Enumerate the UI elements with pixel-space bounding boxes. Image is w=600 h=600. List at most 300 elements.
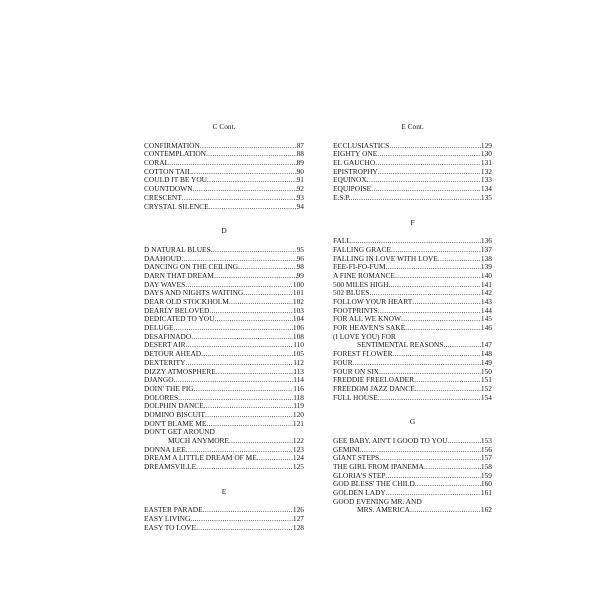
dot-leader bbox=[191, 333, 293, 342]
page-number: 131 bbox=[480, 159, 492, 168]
dot-leader bbox=[185, 281, 293, 290]
entry-title: DREAM A LITTLE DREAM OF ME bbox=[144, 454, 257, 463]
index-list bbox=[333, 237, 492, 402]
dot-leader bbox=[169, 159, 297, 168]
entry-title: COUNTDOWN bbox=[144, 185, 193, 194]
dot-leader bbox=[371, 185, 481, 194]
page-number: 116 bbox=[293, 384, 304, 393]
index-entry bbox=[144, 246, 304, 255]
index-entry bbox=[144, 333, 304, 342]
dot-leader bbox=[204, 402, 293, 411]
dot-leader bbox=[203, 506, 293, 515]
dot-leader bbox=[353, 359, 481, 368]
dot-leader bbox=[211, 246, 297, 255]
index-entry bbox=[333, 142, 492, 151]
entry-title: FREDDIE FREELOADER bbox=[333, 376, 415, 385]
entry-title: DEAR OLD STOCKHOLM bbox=[144, 298, 229, 307]
page-number: 119 bbox=[293, 402, 304, 411]
entry-title: DAYS AND NIGHTS WAITING bbox=[144, 289, 244, 298]
page-number: 148 bbox=[480, 350, 492, 359]
entry-title: A FINE ROMANCE bbox=[333, 271, 396, 280]
page-number: 102 bbox=[292, 298, 304, 307]
page-number: 133 bbox=[480, 176, 492, 185]
index-entry bbox=[333, 281, 492, 290]
entry-title: DETOUR AHEAD bbox=[144, 350, 202, 359]
page-number: 103 bbox=[292, 306, 304, 315]
dot-leader bbox=[438, 255, 481, 264]
dot-leader bbox=[206, 420, 293, 429]
index-entry bbox=[333, 446, 492, 455]
page-number: 106 bbox=[292, 324, 304, 333]
index-entry bbox=[333, 324, 492, 333]
index-entry bbox=[333, 350, 492, 359]
entry-title: DAAHOUD bbox=[144, 254, 182, 263]
page-number: 108 bbox=[292, 332, 304, 341]
entry-title: FOUR bbox=[333, 358, 353, 367]
entry-title: MUCH ANYMORE bbox=[168, 437, 229, 446]
index-entry bbox=[144, 376, 304, 385]
page-number: 150 bbox=[480, 367, 492, 376]
index-entry bbox=[144, 454, 304, 463]
page-number: 154 bbox=[480, 393, 492, 402]
dot-leader bbox=[181, 255, 296, 264]
right-column bbox=[333, 123, 492, 515]
index-entry bbox=[144, 263, 304, 272]
page-number: 121 bbox=[292, 419, 304, 428]
page-number: 156 bbox=[480, 445, 492, 454]
page-number: 126 bbox=[292, 506, 304, 515]
entry-title: FULL HOUSE bbox=[333, 393, 378, 402]
index-entry bbox=[333, 185, 492, 194]
page-number: 113 bbox=[293, 367, 304, 376]
index-entry bbox=[144, 394, 304, 403]
page-number: 143 bbox=[480, 298, 492, 307]
page-number: 127 bbox=[292, 515, 304, 524]
dot-leader bbox=[214, 315, 292, 324]
index-entry bbox=[333, 472, 492, 481]
dot-leader bbox=[174, 324, 293, 333]
left-column bbox=[144, 123, 304, 533]
page-number: 142 bbox=[480, 289, 492, 298]
dot-leader bbox=[216, 368, 293, 377]
dot-leader bbox=[443, 341, 481, 350]
index-entry bbox=[333, 263, 492, 272]
index-list bbox=[333, 142, 492, 203]
page-number: 157 bbox=[480, 454, 492, 463]
index-entry bbox=[333, 454, 492, 463]
entry-title: EL GAUCHO bbox=[333, 159, 376, 168]
page-number: 144 bbox=[480, 306, 492, 315]
index-entry bbox=[333, 498, 492, 507]
index-entry bbox=[144, 463, 304, 472]
page-number: 137 bbox=[480, 245, 492, 254]
dot-leader bbox=[360, 446, 481, 455]
index-entry bbox=[333, 237, 492, 246]
dot-leader bbox=[243, 289, 293, 298]
dot-leader bbox=[200, 142, 297, 151]
index-entry bbox=[144, 437, 304, 446]
dot-leader bbox=[386, 263, 481, 272]
page-number: 90 bbox=[296, 167, 304, 176]
index-entry bbox=[144, 524, 304, 533]
page-number: 159 bbox=[480, 471, 492, 480]
index-entry bbox=[333, 506, 492, 515]
index-entry bbox=[144, 428, 304, 437]
index-entry bbox=[333, 298, 492, 307]
index-entry bbox=[144, 515, 304, 524]
entry-title: DAY WAVES bbox=[144, 280, 186, 289]
dot-leader bbox=[377, 150, 481, 159]
index-entry bbox=[144, 255, 304, 264]
page-number: 114 bbox=[293, 376, 304, 385]
dot-leader bbox=[405, 324, 481, 333]
dot-leader bbox=[192, 185, 296, 194]
dot-leader bbox=[206, 150, 297, 159]
index-entry bbox=[144, 298, 304, 307]
section-gap bbox=[333, 402, 492, 418]
page-number: 149 bbox=[480, 358, 492, 367]
entry-title: DARN THAT DREAM bbox=[144, 271, 214, 280]
dot-leader bbox=[378, 307, 481, 316]
index-entry bbox=[333, 463, 492, 472]
index-entry bbox=[333, 289, 492, 298]
index-entry bbox=[144, 341, 304, 350]
index-list bbox=[144, 142, 304, 212]
dot-leader bbox=[205, 411, 293, 420]
page-number: 96 bbox=[296, 254, 304, 263]
section-heading: C Cont. bbox=[212, 122, 236, 131]
entry-title: FEE-FI-FO-FUM bbox=[333, 263, 386, 272]
dot-leader bbox=[196, 524, 293, 533]
page-number: 140 bbox=[480, 271, 492, 280]
page-number: 98 bbox=[296, 263, 304, 272]
page-number: 124 bbox=[292, 454, 304, 463]
index-entry bbox=[333, 176, 492, 185]
index-entry bbox=[333, 341, 492, 350]
entry-title: DELUGE bbox=[144, 324, 174, 333]
page-number: 134 bbox=[480, 185, 492, 194]
entry-title: GLORIA'S STEP bbox=[333, 471, 386, 480]
index-entry bbox=[333, 272, 492, 281]
page-number: 112 bbox=[293, 358, 304, 367]
entry-title: DEXTERITY bbox=[144, 358, 186, 367]
section-heading: F bbox=[410, 217, 415, 227]
dot-leader bbox=[178, 394, 293, 403]
page-number: 123 bbox=[292, 445, 304, 454]
entry-title: EASY LIVING bbox=[144, 515, 191, 524]
dot-leader bbox=[375, 159, 481, 168]
index-entry bbox=[144, 350, 304, 359]
section-gap bbox=[144, 211, 304, 227]
dot-leader bbox=[401, 315, 481, 324]
entry-title: FOOTPRINTS bbox=[333, 306, 378, 315]
section-gap bbox=[333, 203, 492, 219]
dot-leader bbox=[447, 437, 480, 446]
dot-leader bbox=[378, 168, 481, 177]
index-entry bbox=[333, 480, 492, 489]
entry-title: FALLING IN LOVE WITH LOVE bbox=[333, 254, 438, 263]
dot-leader bbox=[424, 463, 481, 472]
entry-title: EQUIPOISE bbox=[333, 185, 372, 194]
entry-title: D NATURAL BLUES bbox=[144, 245, 211, 254]
section-heading: D bbox=[221, 226, 227, 236]
dot-leader bbox=[209, 203, 297, 212]
dot-leader bbox=[379, 454, 481, 463]
entry-title: FOR ALL WE KNOW bbox=[333, 315, 401, 324]
entry-title: FOREST FLOWER bbox=[333, 350, 393, 359]
page-number: 93 bbox=[296, 193, 304, 202]
index-entry bbox=[333, 150, 492, 159]
entry-title: CORAL bbox=[144, 159, 170, 168]
index-entry bbox=[144, 411, 304, 420]
page-number: 161 bbox=[480, 489, 492, 498]
dot-leader bbox=[196, 463, 293, 472]
entry-title: FREEDOM JAZZ DANCE bbox=[333, 384, 415, 393]
index-entry bbox=[333, 333, 492, 342]
entry-title: DON'T GET AROUND bbox=[144, 428, 215, 437]
page-number: 95 bbox=[296, 245, 304, 254]
entry-title: DESERT AIR bbox=[144, 341, 186, 350]
page-number: 101 bbox=[292, 289, 304, 298]
entry-title: DOLPHIN DANCE bbox=[144, 402, 204, 411]
page-number: 118 bbox=[293, 393, 304, 402]
page-number: 125 bbox=[292, 463, 304, 472]
dot-leader bbox=[214, 272, 297, 281]
dot-leader bbox=[414, 376, 481, 385]
dot-leader bbox=[369, 289, 481, 298]
entry-title: (I LOVE YOU) FOR bbox=[333, 332, 396, 341]
index-list bbox=[144, 246, 304, 472]
entry-title: FOUR ON SIX bbox=[333, 367, 379, 376]
index-entry bbox=[333, 246, 492, 255]
dot-leader bbox=[257, 454, 293, 463]
page-number: 89 bbox=[296, 159, 304, 168]
page-number: 120 bbox=[292, 410, 304, 419]
index-entry bbox=[144, 185, 304, 194]
index-entry bbox=[333, 489, 492, 498]
entry-title: 500 MILES HIGH bbox=[333, 280, 389, 289]
entry-title: DANCING ON THE CEILING bbox=[144, 263, 239, 272]
dot-leader bbox=[186, 446, 293, 455]
index-entry bbox=[333, 376, 492, 385]
entry-title: DIZZY ATMOSPHERE bbox=[144, 367, 216, 376]
dot-leader bbox=[385, 472, 480, 481]
index-entry bbox=[333, 368, 492, 377]
entry-title: EASY TO LOVE bbox=[144, 523, 197, 532]
index-entry bbox=[333, 307, 492, 316]
page-number: 128 bbox=[292, 523, 304, 532]
page-number: 146 bbox=[480, 324, 492, 333]
entry-title: DEDICATED TO YOU bbox=[144, 315, 215, 324]
entry-title: CONFIRMATION bbox=[144, 141, 200, 150]
dot-leader bbox=[229, 437, 293, 446]
index-entry bbox=[333, 194, 492, 203]
entry-title: EPISTROPHY bbox=[333, 167, 378, 176]
index-entry bbox=[333, 394, 492, 403]
index-list bbox=[144, 506, 304, 532]
index-entry bbox=[144, 307, 304, 316]
page-number: 132 bbox=[480, 167, 492, 176]
entry-title: EIGHTY ONE bbox=[333, 150, 378, 159]
index-entry bbox=[333, 159, 492, 168]
index-entry bbox=[144, 368, 304, 377]
index-entry bbox=[144, 402, 304, 411]
page-number: 145 bbox=[480, 315, 492, 324]
page-number: 130 bbox=[480, 150, 492, 159]
dot-leader bbox=[190, 515, 293, 524]
page-number: 151 bbox=[480, 376, 492, 385]
page-number: 160 bbox=[480, 480, 492, 489]
dot-leader bbox=[229, 298, 293, 307]
page-number: 100 bbox=[292, 280, 304, 289]
page-number: 153 bbox=[480, 436, 492, 445]
entry-title: GEE BABY, AIN'T I GOOD TO YOU bbox=[333, 436, 448, 445]
page-number: 136 bbox=[480, 237, 492, 246]
dot-leader bbox=[182, 194, 297, 203]
index-entry bbox=[144, 359, 304, 368]
dot-leader bbox=[351, 237, 481, 246]
index-entry bbox=[333, 385, 492, 394]
entry-title: GIANT STEPS bbox=[333, 454, 380, 463]
entry-title: EASTER PARADE bbox=[144, 506, 203, 515]
entry-title: DESAFINADO bbox=[144, 332, 192, 341]
dot-leader bbox=[207, 176, 297, 185]
entry-title: CRYSTAL SILENCE bbox=[144, 202, 209, 211]
index-entry bbox=[144, 281, 304, 290]
page-number: 152 bbox=[480, 384, 492, 393]
index-entry bbox=[144, 159, 304, 168]
entry-title: FALL bbox=[333, 237, 351, 246]
dot-leader bbox=[186, 341, 294, 350]
page-number: 138 bbox=[480, 254, 492, 263]
entry-title: GOLDEN LADY bbox=[333, 489, 386, 498]
page-number: 99 bbox=[296, 271, 304, 280]
index-entry bbox=[144, 272, 304, 281]
dot-leader bbox=[192, 168, 297, 177]
dot-leader bbox=[415, 385, 481, 394]
entry-title: DREAMSVILLE bbox=[144, 463, 197, 472]
dot-leader bbox=[378, 394, 481, 403]
index-entry bbox=[144, 506, 304, 515]
entry-title: ECCLUSIASTICS bbox=[333, 141, 390, 150]
page-number: 94 bbox=[296, 202, 304, 211]
page-number: 139 bbox=[480, 263, 492, 272]
dot-leader bbox=[391, 246, 481, 255]
entry-title: FOR HEAVEN'S SAKE bbox=[333, 324, 406, 333]
dot-leader bbox=[393, 350, 481, 359]
page-number: 110 bbox=[293, 341, 304, 350]
page-number: 162 bbox=[480, 506, 492, 515]
entry-title: GOOD EVENING MR. AND bbox=[333, 497, 422, 506]
entry-title: CONTEMPLATION bbox=[144, 150, 206, 159]
section-heading: G bbox=[409, 417, 416, 427]
dot-leader bbox=[410, 506, 481, 515]
index-entry bbox=[144, 176, 304, 185]
dot-leader bbox=[209, 307, 293, 316]
index-entry bbox=[144, 324, 304, 333]
index-entry bbox=[144, 203, 304, 212]
entry-title: GOD BLESS' THE CHILD bbox=[333, 480, 415, 489]
entry-title: 502 BLUES bbox=[333, 289, 370, 298]
entry-title: DEARLY BELOVED bbox=[144, 306, 210, 315]
index-entry bbox=[144, 168, 304, 177]
entry-title: DOIN' THE PIG bbox=[144, 384, 194, 393]
entry-title: DJANGO bbox=[144, 376, 174, 385]
section-heading: E Cont. bbox=[401, 122, 424, 131]
page-number: 104 bbox=[292, 315, 304, 324]
entry-title: EQUINOX bbox=[333, 176, 367, 185]
dot-leader bbox=[379, 368, 481, 377]
dot-leader bbox=[367, 176, 481, 185]
entry-title: SENTIMENTAL REASONS bbox=[357, 341, 444, 350]
page-number: 87 bbox=[296, 141, 304, 150]
index-entry bbox=[333, 255, 492, 264]
index-entry bbox=[144, 446, 304, 455]
index-entry bbox=[144, 194, 304, 203]
entry-title: GEMINI bbox=[333, 445, 360, 454]
entry-title: E.S.P. bbox=[333, 193, 351, 202]
index-entry bbox=[144, 315, 304, 324]
entry-title: DON'T BLAME ME bbox=[144, 419, 207, 428]
entry-title: DONNA LEE bbox=[144, 445, 186, 454]
entry-title: DOMINO BISCUIT bbox=[144, 410, 205, 419]
page-number: 105 bbox=[292, 350, 304, 359]
index-entry bbox=[333, 168, 492, 177]
entry-title: THE GIRL FROM IPANEMA bbox=[333, 463, 424, 472]
dot-leader bbox=[415, 480, 481, 489]
index-entry bbox=[144, 150, 304, 159]
page-number: 147 bbox=[480, 341, 492, 350]
page-number: 122 bbox=[292, 437, 304, 446]
dot-leader bbox=[388, 281, 480, 290]
page-number: 91 bbox=[296, 176, 304, 185]
page-number: 88 bbox=[296, 150, 304, 159]
entry-title: COULD IT BE YOU bbox=[144, 176, 208, 185]
dot-leader bbox=[174, 376, 294, 385]
index-entry bbox=[144, 142, 304, 151]
dot-leader bbox=[201, 350, 293, 359]
dot-leader bbox=[194, 385, 294, 394]
page-number: 158 bbox=[480, 463, 492, 472]
index-entry bbox=[333, 359, 492, 368]
page-number: 135 bbox=[480, 193, 492, 202]
entry-title: FALLING GRACE bbox=[333, 245, 391, 254]
dot-leader bbox=[386, 489, 481, 498]
dot-leader bbox=[389, 142, 481, 151]
page-number: 129 bbox=[480, 141, 492, 150]
dot-leader bbox=[395, 272, 481, 281]
entry-title: MRS. AMERICA bbox=[357, 506, 410, 515]
page-number: 141 bbox=[480, 280, 492, 289]
index-entry bbox=[333, 315, 492, 324]
index-entry bbox=[144, 385, 304, 394]
dot-leader bbox=[238, 263, 297, 272]
dot-leader bbox=[412, 298, 481, 307]
dot-leader bbox=[350, 194, 480, 203]
index-entry bbox=[333, 437, 492, 446]
section-heading: E bbox=[221, 486, 227, 496]
index-entry bbox=[144, 289, 304, 298]
page-number: 92 bbox=[296, 185, 304, 194]
index-entry bbox=[144, 420, 304, 429]
entry-title: FOLLOW YOUR HEART bbox=[333, 298, 413, 307]
section-gap bbox=[144, 472, 304, 488]
entry-title: COTTON TAIL bbox=[144, 167, 192, 176]
entry-title: CRESCENT bbox=[144, 193, 182, 202]
entry-title: DOLORES bbox=[144, 393, 179, 402]
dot-leader bbox=[185, 359, 293, 368]
index-list bbox=[333, 437, 492, 515]
